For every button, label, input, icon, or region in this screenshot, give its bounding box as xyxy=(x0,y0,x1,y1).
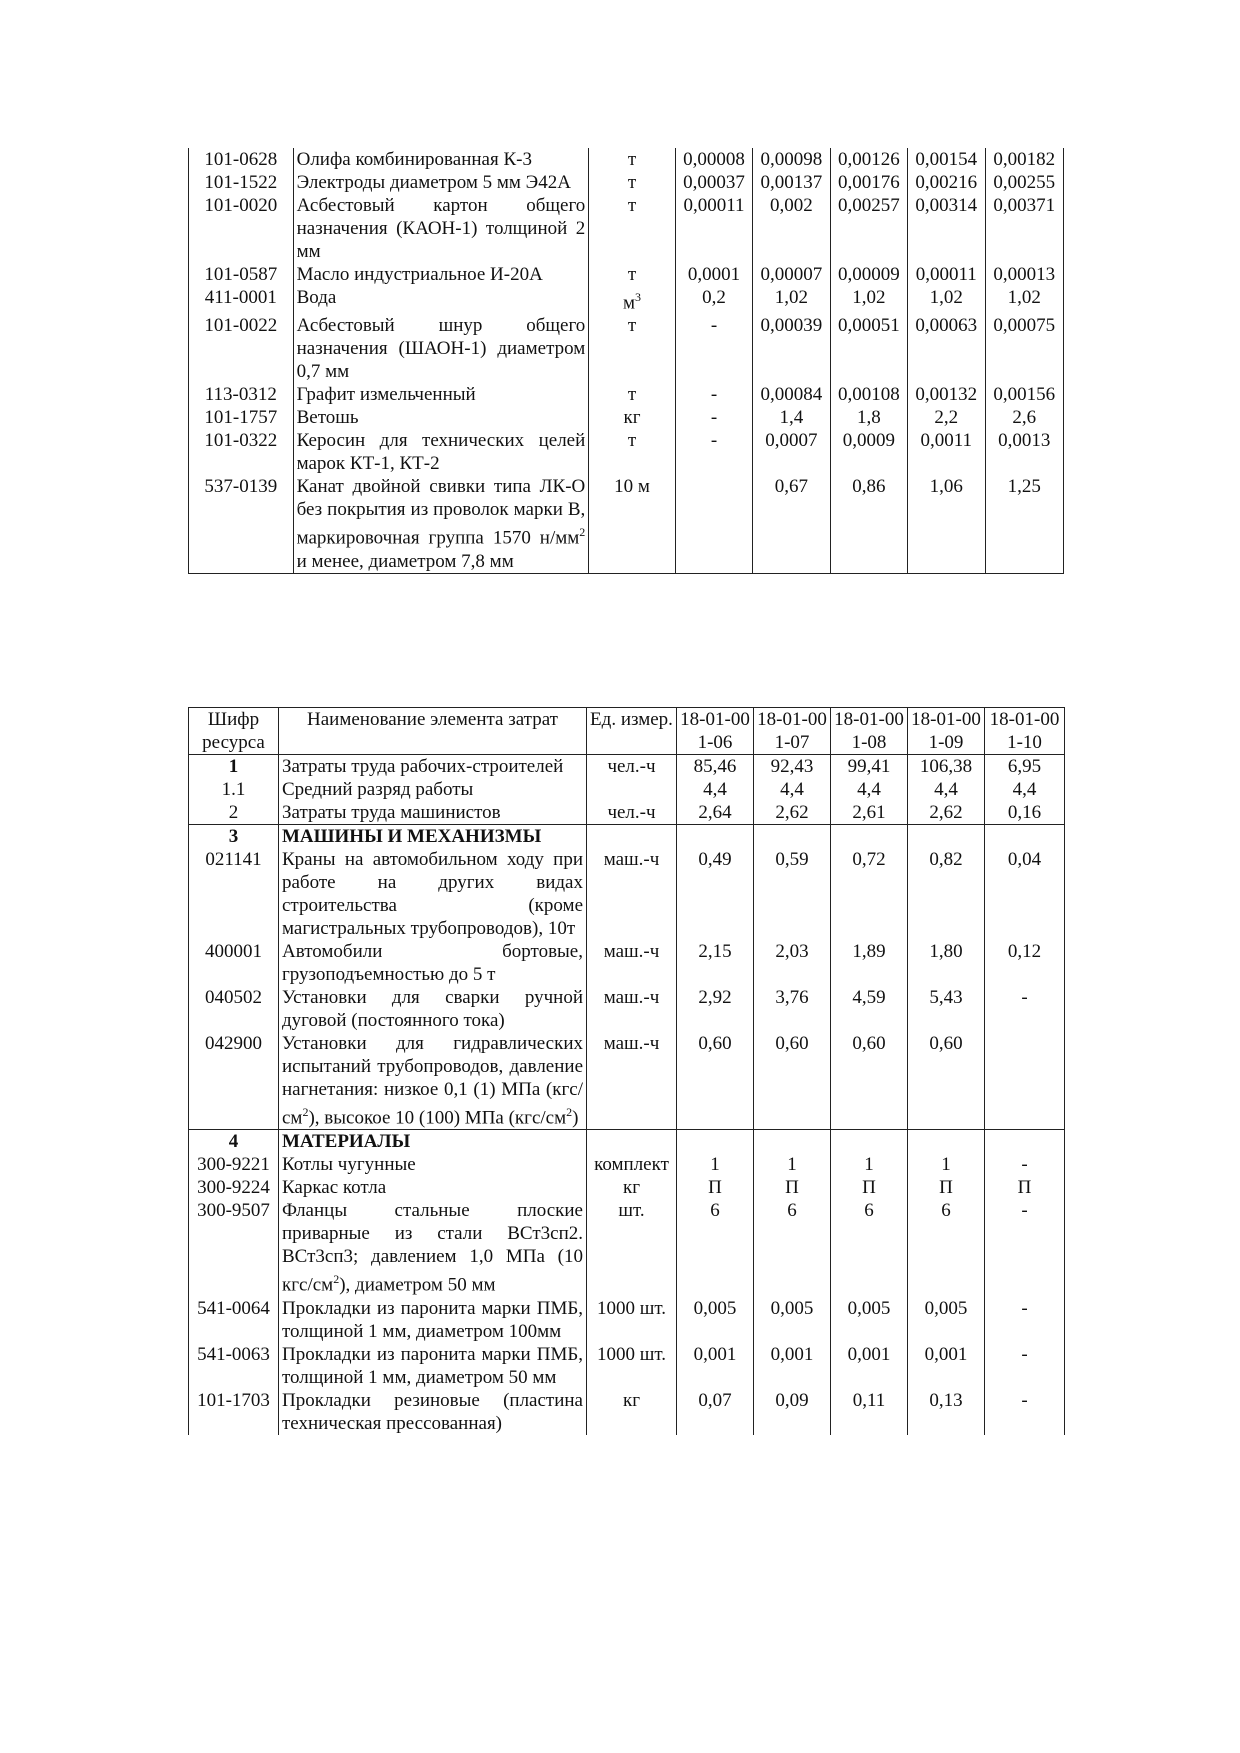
value-cell: 0,001 xyxy=(908,1343,985,1389)
value-cell: 0,00084 xyxy=(753,383,830,406)
table-row xyxy=(189,1032,1065,1130)
table-row xyxy=(189,429,1064,475)
value-cell: П xyxy=(754,1176,831,1199)
section-header-row xyxy=(189,1130,1065,1154)
resource-code: 300-9224 xyxy=(189,1176,279,1199)
section-title: МАШИНЫ И МЕХАНИЗМЫ xyxy=(279,825,587,849)
value-cell: 99,41 xyxy=(831,755,908,779)
value-cell: 0,00037 xyxy=(675,171,752,194)
value-cell: - xyxy=(985,1389,1065,1435)
value-cell: 0,00011 xyxy=(675,194,752,263)
resource-name: Прокладки резиновые (пластина техническая прессованная) xyxy=(279,1389,587,1435)
table-row xyxy=(189,986,1065,1032)
value-cell: 0,59 xyxy=(754,848,831,940)
value-cell: 1,89 xyxy=(831,940,908,986)
value-cell: 0,005 xyxy=(908,1297,985,1343)
value-cell: - xyxy=(985,1343,1065,1389)
resource-name: Установки для сварки ручной дуговой (постоянного тока) xyxy=(279,986,587,1032)
value-cell: 0,13 xyxy=(908,1389,985,1435)
value-cell: 2,6 xyxy=(985,406,1063,429)
table-row xyxy=(189,148,1064,171)
value-cell: 6 xyxy=(754,1199,831,1296)
value-cell: 6 xyxy=(831,1199,908,1296)
value-cell: 0,005 xyxy=(754,1297,831,1343)
table-row xyxy=(189,383,1064,406)
resource-code: 101-0587 xyxy=(189,263,294,286)
resource-code: 1 xyxy=(189,755,279,779)
unit: комплект xyxy=(587,1153,677,1176)
resource-name: Затраты труда рабочих-строителей xyxy=(279,755,587,779)
value-cell: 0,00126 xyxy=(830,148,907,171)
table-row xyxy=(189,314,1064,383)
value-cell: - xyxy=(985,1153,1065,1176)
table-row xyxy=(189,940,1065,986)
empty-cell xyxy=(831,1130,908,1154)
resource-code: 040502 xyxy=(189,986,279,1032)
value-cell: 0,72 xyxy=(831,848,908,940)
materials-continuation-table xyxy=(188,148,1064,574)
resource-code: 101-1703 xyxy=(189,1389,279,1435)
table-row xyxy=(189,755,1065,779)
value-cell: 0,16 xyxy=(985,801,1065,825)
value-cell: 0,00182 xyxy=(985,148,1063,171)
resource-name: Фланцы стальные плоские приварные из стали ВСт3сп2. ВСт3сп3; давлением 1,0 МПа (10 кгс/$см^2$), диаметром 50 мм xyxy=(279,1199,587,1296)
unit: 10 м xyxy=(589,475,675,573)
unit: чел.-ч xyxy=(587,755,677,779)
empty-cell xyxy=(985,1130,1065,1154)
empty-cell xyxy=(831,825,908,849)
value-cell: 1 xyxy=(754,1153,831,1176)
table-row xyxy=(189,1343,1065,1389)
resource-name: Средний разряд работы xyxy=(279,778,587,801)
value-cell: П xyxy=(985,1176,1065,1199)
empty-cell xyxy=(587,1130,677,1154)
value-cell: 0,00137 xyxy=(753,171,830,194)
value-cell: 1,02 xyxy=(753,286,830,314)
resource-name: Каркас котла xyxy=(279,1176,587,1199)
value-cell: - xyxy=(985,986,1065,1032)
value-cell: 1 xyxy=(677,1153,754,1176)
resource-name: Асбестовый шнур общего назначения (ШАОН-1) диаметром 0,7 мм xyxy=(293,314,589,383)
column-header-code: Шифр ресурса xyxy=(189,708,279,755)
unit: т xyxy=(589,383,675,406)
resource-name: Графит измельченный xyxy=(293,383,589,406)
table-row xyxy=(189,171,1064,194)
unit: кг xyxy=(587,1176,677,1199)
unit: т xyxy=(589,263,675,286)
value-cell: 0,00132 xyxy=(908,383,985,406)
resource-code: 411-0001 xyxy=(189,286,294,314)
empty-cell xyxy=(677,1130,754,1154)
value-cell: П xyxy=(908,1176,985,1199)
resource-code: 541-0064 xyxy=(189,1297,279,1343)
value-cell: 0,60 xyxy=(908,1032,985,1130)
value-cell: 2,2 xyxy=(908,406,985,429)
value-cell: 0,00063 xyxy=(908,314,985,383)
resource-name: Олифа комбинированная К-3 xyxy=(293,148,589,171)
value-cell: 0,86 xyxy=(830,475,907,573)
column-header-norm: 18-01-001-06 xyxy=(677,708,754,755)
value-cell: 0,67 xyxy=(753,475,830,573)
value-cell: 1,8 xyxy=(830,406,907,429)
value-cell: 0,11 xyxy=(831,1389,908,1435)
resource-name: Котлы чугунные xyxy=(279,1153,587,1176)
value-cell: 2,03 xyxy=(754,940,831,986)
unit: 1000 шт. xyxy=(587,1297,677,1343)
empty-cell xyxy=(908,825,985,849)
unit: $м^3$ xyxy=(589,286,675,314)
value-cell xyxy=(675,475,752,573)
table-row xyxy=(189,1389,1065,1435)
value-cell: 0,00075 xyxy=(985,314,1063,383)
table-row xyxy=(189,286,1064,314)
resource-code: 101-0628 xyxy=(189,148,294,171)
value-cell: - xyxy=(985,1199,1065,1296)
value-cell: 0,00108 xyxy=(830,383,907,406)
resource-code: 400001 xyxy=(189,940,279,986)
value-cell: 1,25 xyxy=(985,475,1063,573)
value-cell: П xyxy=(831,1176,908,1199)
table-row xyxy=(189,263,1064,286)
value-cell: 2,62 xyxy=(754,801,831,825)
value-cell: 1,06 xyxy=(908,475,985,573)
value-cell: - xyxy=(675,406,752,429)
table-row xyxy=(189,778,1065,801)
value-cell: 1,80 xyxy=(908,940,985,986)
value-cell: 0,0013 xyxy=(985,429,1063,475)
value-cell: П xyxy=(677,1176,754,1199)
unit: кг xyxy=(589,406,675,429)
value-cell: 0,0009 xyxy=(830,429,907,475)
value-cell: 0,00008 xyxy=(675,148,752,171)
empty-cell xyxy=(587,825,677,849)
value-cell: 1,02 xyxy=(908,286,985,314)
table-row xyxy=(189,801,1065,825)
value-cell: 0,00216 xyxy=(908,171,985,194)
value-cell: 5,43 xyxy=(908,986,985,1032)
table-row xyxy=(189,1297,1065,1343)
value-cell: 0,0007 xyxy=(753,429,830,475)
section-title: МАТЕРИАЛЫ xyxy=(279,1130,587,1154)
value-cell: 0,00013 xyxy=(985,263,1063,286)
value-cell: 0,00255 xyxy=(985,171,1063,194)
resource-name: Краны на автомобильном ходу при работе на других видах строительства (кроме магистральных трубопроводов), 10т xyxy=(279,848,587,940)
unit: шт. xyxy=(587,1199,677,1296)
unit xyxy=(587,778,677,801)
value-cell: 2,62 xyxy=(908,801,985,825)
resource-name: Затраты труда машинистов xyxy=(279,801,587,825)
empty-cell xyxy=(754,825,831,849)
resource-code: 113-0312 xyxy=(189,383,294,406)
value-cell: 2,15 xyxy=(677,940,754,986)
empty-cell xyxy=(985,825,1065,849)
value-cell: 1 xyxy=(831,1153,908,1176)
resource-name: Прокладки из паронита марки ПМБ, толщиной 1 мм, диаметром 100мм xyxy=(279,1297,587,1343)
value-cell: - xyxy=(675,383,752,406)
value-cell: 0,00371 xyxy=(985,194,1063,263)
value-cell: 0,60 xyxy=(677,1032,754,1130)
unit: чел.-ч xyxy=(587,801,677,825)
value-cell: 1 xyxy=(908,1153,985,1176)
table-row xyxy=(189,406,1064,429)
empty-cell xyxy=(754,1130,831,1154)
value-cell: 4,4 xyxy=(908,778,985,801)
resource-norms-table xyxy=(188,707,1065,1435)
header-row xyxy=(189,708,1065,755)
unit: 1000 шт. xyxy=(587,1343,677,1389)
unit: т xyxy=(589,429,675,475)
resource-code: 300-9221 xyxy=(189,1153,279,1176)
unit: маш.-ч xyxy=(587,986,677,1032)
value-cell: 85,46 xyxy=(677,755,754,779)
unit: маш.-ч xyxy=(587,1032,677,1130)
value-cell: 0,00098 xyxy=(753,148,830,171)
value-cell: 92,43 xyxy=(754,755,831,779)
value-cell: 0,00314 xyxy=(908,194,985,263)
unit: кг xyxy=(587,1389,677,1435)
resource-code: 021141 xyxy=(189,848,279,940)
value-cell: 0,00039 xyxy=(753,314,830,383)
value-cell: 6 xyxy=(677,1199,754,1296)
unit: т xyxy=(589,314,675,383)
value-cell: 0,2 xyxy=(675,286,752,314)
column-header-norm: 18-01-001-08 xyxy=(831,708,908,755)
value-cell: 0,60 xyxy=(754,1032,831,1130)
resource-code: 300-9507 xyxy=(189,1199,279,1296)
value-cell: 0,005 xyxy=(831,1297,908,1343)
section-number: 4 xyxy=(189,1130,279,1154)
value-cell: - xyxy=(675,429,752,475)
value-cell: 0,00156 xyxy=(985,383,1063,406)
unit: маш.-ч xyxy=(587,848,677,940)
value-cell: 4,4 xyxy=(677,778,754,801)
value-cell: 0,07 xyxy=(677,1389,754,1435)
value-cell: 0,0001 xyxy=(675,263,752,286)
value-cell: 2,92 xyxy=(677,986,754,1032)
value-cell: - xyxy=(675,314,752,383)
resource-name: Прокладки из паронита марки ПМБ, толщиной 1 мм, диаметром 50 мм xyxy=(279,1343,587,1389)
table-row xyxy=(189,1176,1065,1199)
resource-name: Установки для гидравлических испытаний трубопроводов, давление нагнетания: низкое 0,1 (1) МПа $(кгс/см^2)$, высокое 10 (100) МПа $(кгс/см^2)$ xyxy=(279,1032,587,1130)
column-header-norm: 18-01-001-10 xyxy=(985,708,1065,755)
value-cell: 0,005 xyxy=(677,1297,754,1343)
table-row xyxy=(189,475,1064,573)
table-row xyxy=(189,1153,1065,1176)
resource-name: Ветошь xyxy=(293,406,589,429)
value-cell: 0,82 xyxy=(908,848,985,940)
resource-code: 042900 xyxy=(189,1032,279,1130)
empty-cell xyxy=(908,1130,985,1154)
value-cell: 0,60 xyxy=(831,1032,908,1130)
value-cell: 0,09 xyxy=(754,1389,831,1435)
resource-code: 101-0020 xyxy=(189,194,294,263)
value-cell: 0,00257 xyxy=(830,194,907,263)
value-cell: 0,001 xyxy=(677,1343,754,1389)
column-header-norm: 18-01-001-09 xyxy=(908,708,985,755)
value-cell: 4,4 xyxy=(754,778,831,801)
value-cell: 3,76 xyxy=(754,986,831,1032)
value-cell: 0,04 xyxy=(985,848,1065,940)
value-cell: 1,02 xyxy=(830,286,907,314)
value-cell xyxy=(985,1032,1065,1130)
resource-name: Электроды диаметром 5 мм Э42А xyxy=(293,171,589,194)
table-row xyxy=(189,194,1064,263)
column-header-name: Наименование элемента затрат xyxy=(279,708,587,755)
section-number: 3 xyxy=(189,825,279,849)
resource-code: 101-0322 xyxy=(189,429,294,475)
resource-name: Керосин для технических целей марок КТ-1, КТ-2 xyxy=(293,429,589,475)
value-cell: 4,59 xyxy=(831,986,908,1032)
resource-name: Вода xyxy=(293,286,589,314)
value-cell: 0,00007 xyxy=(753,263,830,286)
value-cell: 6 xyxy=(908,1199,985,1296)
value-cell: 0,00051 xyxy=(830,314,907,383)
value-cell: 0,001 xyxy=(831,1343,908,1389)
value-cell: 0,001 xyxy=(754,1343,831,1389)
resource-code: 101-1757 xyxy=(189,406,294,429)
column-header-unit: Ед. измер. xyxy=(587,708,677,755)
resource-name: Канат двойной свивки типа ЛК-О без покрытия из проволок марки В, маркировочная группа 1570 $н/мм^2$ и менее, диаметром 7,8 мм xyxy=(293,475,589,573)
unit: т xyxy=(589,171,675,194)
value-cell: 106,38 xyxy=(908,755,985,779)
section-header-row xyxy=(189,825,1065,849)
resource-name: Асбестовый картон общего назначения (КАОН-1) толщиной 2 мм xyxy=(293,194,589,263)
empty-cell xyxy=(677,825,754,849)
table-row xyxy=(189,1199,1065,1296)
value-cell: 4,4 xyxy=(985,778,1065,801)
value-cell: 0,00009 xyxy=(830,263,907,286)
value-cell: 6,95 xyxy=(985,755,1065,779)
value-cell: 0,002 xyxy=(753,194,830,263)
resource-code: 537-0139 xyxy=(189,475,294,573)
value-cell: - xyxy=(985,1297,1065,1343)
value-cell: 0,00011 xyxy=(908,263,985,286)
resource-code: 541-0063 xyxy=(189,1343,279,1389)
unit: маш.-ч xyxy=(587,940,677,986)
resource-name: Автомобили бортовые, грузоподъемностью до 5 т xyxy=(279,940,587,986)
resource-code: 2 xyxy=(189,801,279,825)
column-header-norm: 18-01-001-07 xyxy=(754,708,831,755)
table-row xyxy=(189,848,1065,940)
value-cell: 0,12 xyxy=(985,940,1065,986)
resource-code: 101-1522 xyxy=(189,171,294,194)
value-cell: 4,4 xyxy=(831,778,908,801)
resource-code: 1.1 xyxy=(189,778,279,801)
unit: т xyxy=(589,148,675,171)
value-cell: 0,00154 xyxy=(908,148,985,171)
value-cell: 2,61 xyxy=(831,801,908,825)
unit: т xyxy=(589,194,675,263)
value-cell: 1,02 xyxy=(985,286,1063,314)
value-cell: 0,49 xyxy=(677,848,754,940)
value-cell: 0,00176 xyxy=(830,171,907,194)
value-cell: 1,4 xyxy=(753,406,830,429)
resource-code: 101-0022 xyxy=(189,314,294,383)
resource-name: Масло индустриальное И-20А xyxy=(293,263,589,286)
value-cell: 0,0011 xyxy=(908,429,985,475)
value-cell: 2,64 xyxy=(677,801,754,825)
